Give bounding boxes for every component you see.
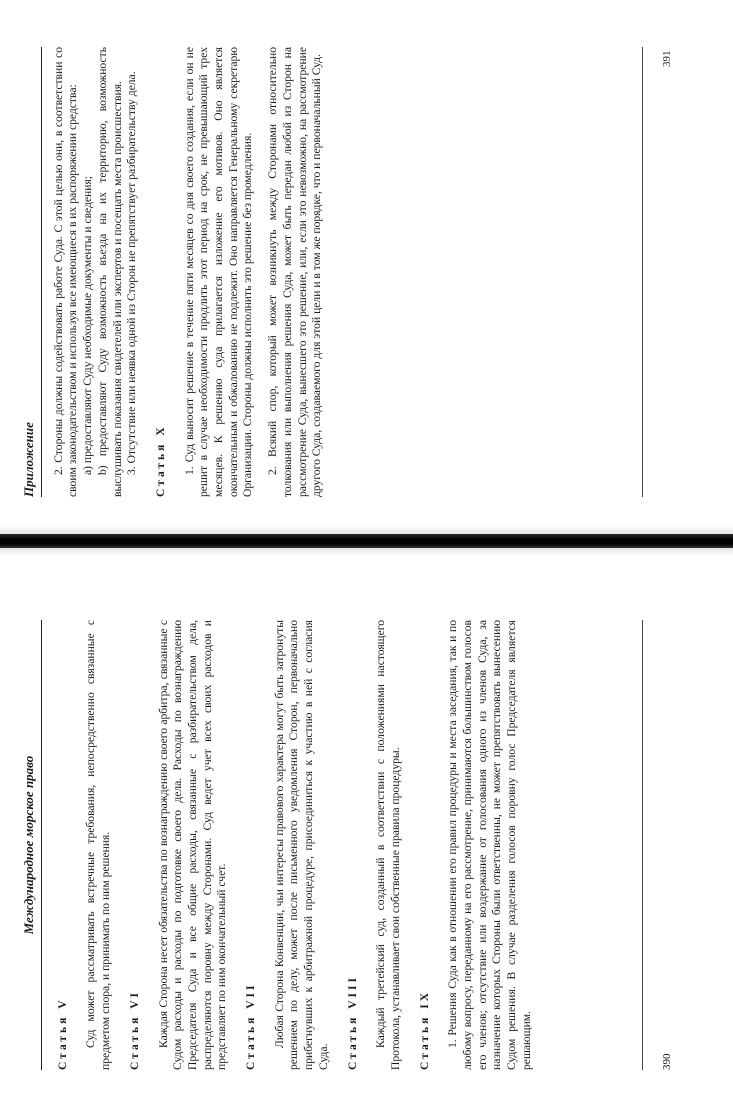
article-viii-paragraph: Каждый третейский суд, созданный в соответствии с положениями настоящего Протокола, устанавливает свои собственные правила процедуры. (374, 620, 402, 1070)
paragraph-item-a: а) предоставляют Суду необходимые документы и сведения; (81, 175, 95, 475)
paragraph-court-assistance: 2. Стороны должны содействовать работе Суда. С этой целью они, в соответствии со своим законодательством и используя все имеющиеся в их распоряжении средства: (51, 47, 80, 497)
article-title-x: Статья X (154, 424, 167, 497)
article-x-paragraph-1: 1. Суд выносит решение в течение пяти месяцев со дня своего создания, если он не решит в случае необходимости продлить этот период на срок, не превышающий трех месяцев. К решению суда прилагается изложение его мотивов. Оно является окончательным и обжалованию не подлежит. Оно направляется Генеральному секретарю Организации. Стороны должны исполнить это решение без промедления. (182, 47, 255, 497)
paragraph-item-b: b) предоставляют Суду возможность въезда на их территорию, возможность выслушивать показания свидетелей или экспертов и посещать места происшествия. (95, 47, 124, 497)
left-page (0, 598, 690, 1090)
article-vii-paragraph: Любая Сторона Конвенции, чьи интересы правового характера могут быть затронуты решением по делу, может после письменного уведомления Сторон, первоначально прибегнувших к арбитражной процедуре, присоединиться к участию в ней с согласия Суда. (272, 620, 330, 1070)
running-head-right: Приложение (22, 47, 42, 497)
footer-rule-right (642, 47, 643, 497)
article-title-v: Статья V (56, 997, 69, 1070)
book-spine (0, 534, 733, 548)
page-number-right: 391 (661, 50, 673, 67)
running-head-left: Международное морское право (22, 620, 42, 1070)
article-x-paragraph-2: 2. Всякий спор, который может возникнуть между Сторонами относительно толкования или выполнения решения Суда, может быть передан любой из Сторон на рассмотрение Суда, вынесшего это решение, или, если это невозможно, на рассмотрение другого Суда, создаваемого для этой цели и в том же порядке, что и первоначальный Суд. (266, 47, 324, 497)
article-v-paragraph: Суд может рассматривать встречные требования, непосредственно связанные с предметом спора, и принимать по ним решения. (84, 620, 113, 1070)
article-title-ix: Статья IX (418, 989, 431, 1070)
article-ix-paragraph: 1. Решения Суда как в отношении его правил процедуры и места заседания, так и по любому вопросу, переданному на его рассмотрение, принимаются большинством голосов его членов; отсутствие или воздержание от голосования одного из членов Суда, за назначение которых Стороны были ответственны, не может препятствовать вынесению Судом решения. В случае разделения голосов поровну голос Председателя является решающим. (446, 620, 533, 1070)
article-title-viii: Статья VIII (346, 975, 359, 1070)
page-number-left: 390 (661, 1053, 673, 1070)
article-vi-paragraph: Каждая Сторона несет обязательства по вознаграждению своего арбитра, связанные с Судом расходы и расходы по подготовке своего дела. Расходы по вознаграждению Председателя Суда и все общие расходы, связанные с разбирательством дела, распределяются поровну между Сторонами. Суд ведет учет всех своих расходов и представляет по ним окончательный счет. (156, 620, 229, 1070)
footer-rule-left (642, 620, 643, 1070)
right-page (0, 25, 690, 525)
paragraph-absence: 3. Отсутствие или неявка одной из Сторон не препятствует разбирательству дела. (125, 71, 139, 475)
article-title-vii: Статья VII (245, 982, 258, 1070)
article-title-vi: Статья VI (128, 989, 141, 1070)
